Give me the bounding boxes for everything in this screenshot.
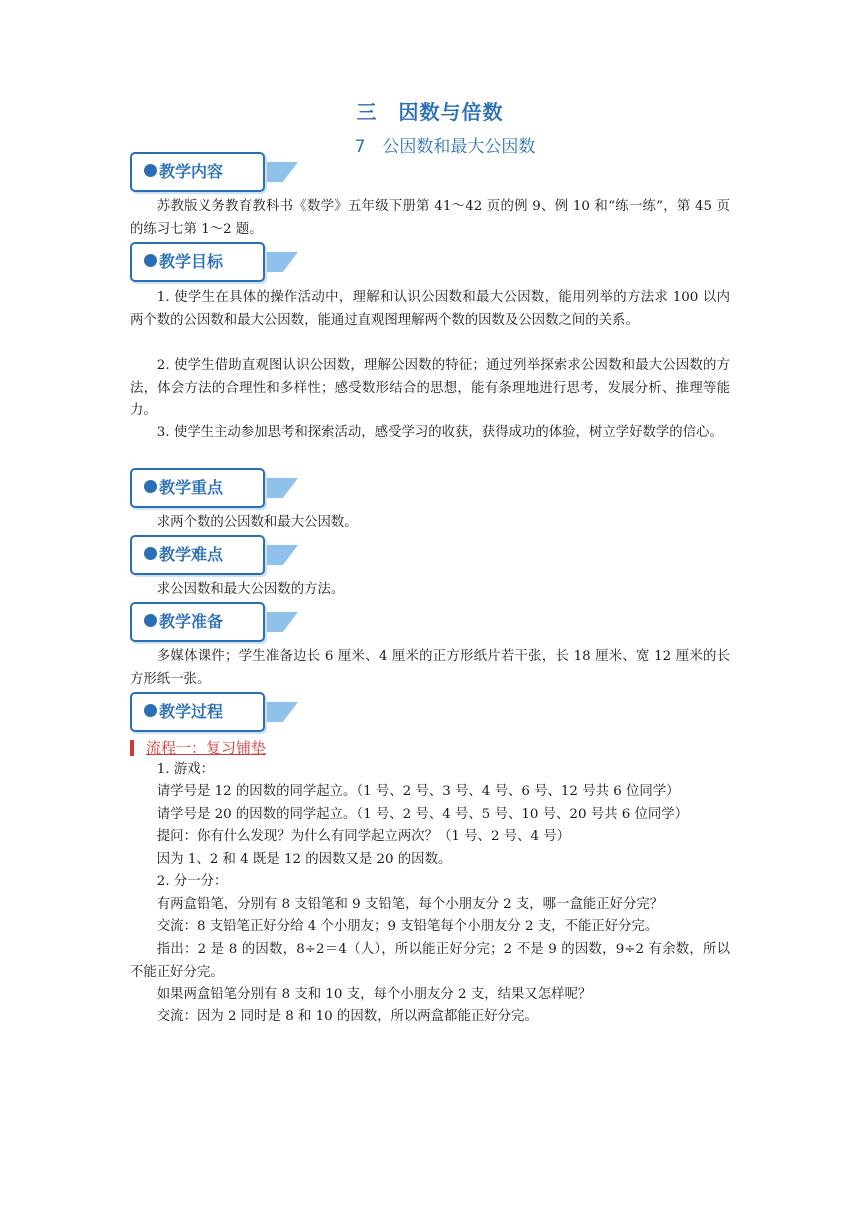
bullet-dot-icon [144,547,157,560]
flow-line-9: 如果两盒铅笔分别有 8 支和 10 支，每个小朋友分 2 支，结果又怎样呢？ [156,987,592,1002]
bullet-dot-icon [144,614,157,627]
flow-line-1: 1. 游戏： [156,762,215,777]
flow-title: 流程一：复习铺垫 [146,739,267,757]
section-header-key-points [130,468,300,508]
section-label: 教学准备 [159,612,224,631]
bullet-dot-icon [144,704,157,717]
flow-marker-bar [130,740,134,756]
flow-line-3: 请学号是 20 的因数的同学起立。（1 号、2 号、4 号、5 号、10 号、20 号共 6 位同学） [156,807,689,822]
section-label: 教学重点 [159,478,224,497]
section-label: 教学目标 [159,252,224,271]
bullet-dot-icon [144,164,157,177]
section-label: 教学过程 [159,702,224,721]
flow-line-8: 交流：8 支铅笔正好分给 4 个小朋友；9 支铅笔每个小朋友分 2 支，不能正好分完。 [156,919,659,934]
key-points-text: 求两个数的公因数和最大公因数。 [156,515,358,530]
section-header-goals [130,242,300,282]
section-header-content [130,152,300,192]
flow-line-7: 有两盒铅笔，分别有 8 支铅笔和 9 支铅笔，每个小朋友分 2 支，哪一盒能正好分完？ [156,897,664,912]
section-label: 教学内容 [159,162,224,181]
flow-line-10: 交流：因为 2 同时是 8 和 10 的因数，所以两盒都能正好分完。 [156,1009,538,1024]
chapter-title: 三 因数与倍数 [356,100,504,124]
goal-item-1: 1. 使学生在具体的操作活动中，理解和认识公因数和最大公因数，能用列举的方法求 100 以内两个数的公因数和最大公因数，能通过直观图理解两个数的因数及公因数之间的关系。 [130,290,730,328]
section-header-difficulties [130,535,300,575]
content-text: 苏教版义务教育教科书《数学》五年级下册第 41～42 页的例 9、例 10 和“练一练”，第 45 页的练习七第 1～2 题。 [130,199,730,237]
section-header-process [130,692,300,732]
difficulties-text: 求公因数和最大公因数的方法。 [156,582,345,597]
flow-line-2: 请学号是 12 的因数的同学起立。（1 号、2 号、3 号、4 号、6 号、12 号共 6 位同学） [156,784,680,799]
lesson-title: 7 公因数和最大公因数 [354,137,536,157]
flow-line-5: 因为 1、2 和 4 既是 12 的因数又是 20 的因数。 [156,852,452,867]
bullet-dot-icon [144,480,157,493]
section-label: 教学难点 [159,545,224,564]
goal-item-2: 2. 使学生借助直观图认识公因数，理解公因数的特征；通过列举探索求公因数和最大公因数的方法，体会方法的合理性和多样性；感受数形结合的思想，能有条理地进行思考，发展分析、推理等能力。 [130,358,730,418]
flow-line-4: 提问：你有什么发现？为什么有同学起立两次？（1 号、2 号、4 号） [156,829,571,844]
flow-note: 指出：2 是 8 的因数，8÷2＝4（人），所以能正好分完；2 不是 9 的因数，9÷2 有余数，所以不能正好分完。 [130,942,730,980]
preparation-text: 多媒体课件；学生准备边长 6 厘米、4 厘米的正方形纸片若干张，长 18 厘米、宽 12 厘米的长方形纸一张。 [130,649,730,687]
flow-line-6: 2. 分一分： [156,874,228,889]
bullet-dot-icon [144,254,157,267]
section-header-preparation [130,602,300,642]
goal-item-3: 3. 使学生主动参加思考和探索活动，感受学习的收获，获得成功的体验，树立学好数学的信心。 [156,425,723,440]
